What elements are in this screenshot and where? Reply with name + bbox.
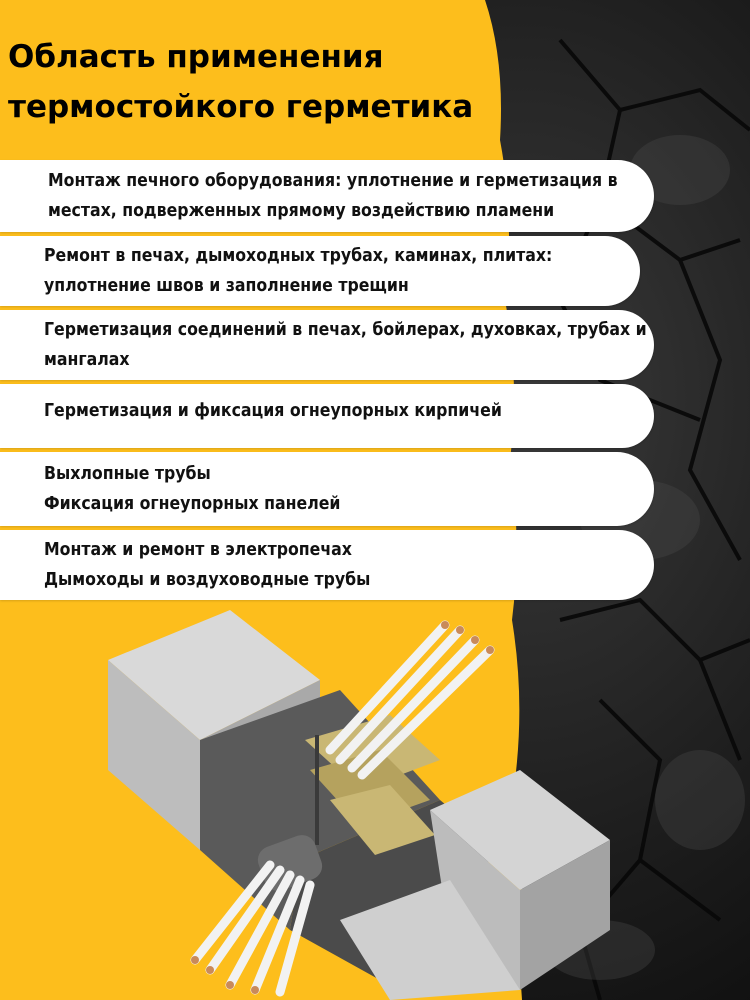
item-text-line: мангалах <box>44 350 130 370</box>
item-text-line: Выхлопные трубы <box>44 464 211 484</box>
application-item-refractory-bricks <box>0 384 654 448</box>
page-title <box>0 32 560 132</box>
item-text-line: Герметизация соединений в печах, бойлерах, духовках, трубах и <box>44 320 647 340</box>
application-item-furnace-installation <box>0 160 654 232</box>
item-text-line: Ремонт в печах, дымоходных трубах, каминах, плитах: <box>44 246 553 266</box>
application-item-electric-furnaces <box>0 530 654 600</box>
item-text-line: Монтаж и ремонт в электропечах <box>44 540 352 560</box>
application-item-stove-repair <box>0 236 640 306</box>
item-text-line: Герметизация и фиксация огнеупорных кирпичей <box>44 401 502 421</box>
item-text-line: Монтаж печного оборудования: уплотнение и герметизация в <box>48 171 618 191</box>
item-text-line: уплотнение швов и заполнение трещин <box>44 276 409 296</box>
item-text-line: местах, подверженных прямому воздействию пламени <box>48 201 555 221</box>
application-item-exhaust-pipes <box>0 452 654 526</box>
fire-stop-cable-seal-icon <box>90 600 630 1000</box>
title-line-1: Область применения <box>8 39 384 75</box>
item-text-line: Фиксация огнеупорных панелей <box>44 494 341 514</box>
title-line-2: термостойкого герметика <box>8 89 474 125</box>
application-item-joint-sealing <box>0 310 654 380</box>
item-text-line: Дымоходы и воздуховодные трубы <box>44 570 371 590</box>
